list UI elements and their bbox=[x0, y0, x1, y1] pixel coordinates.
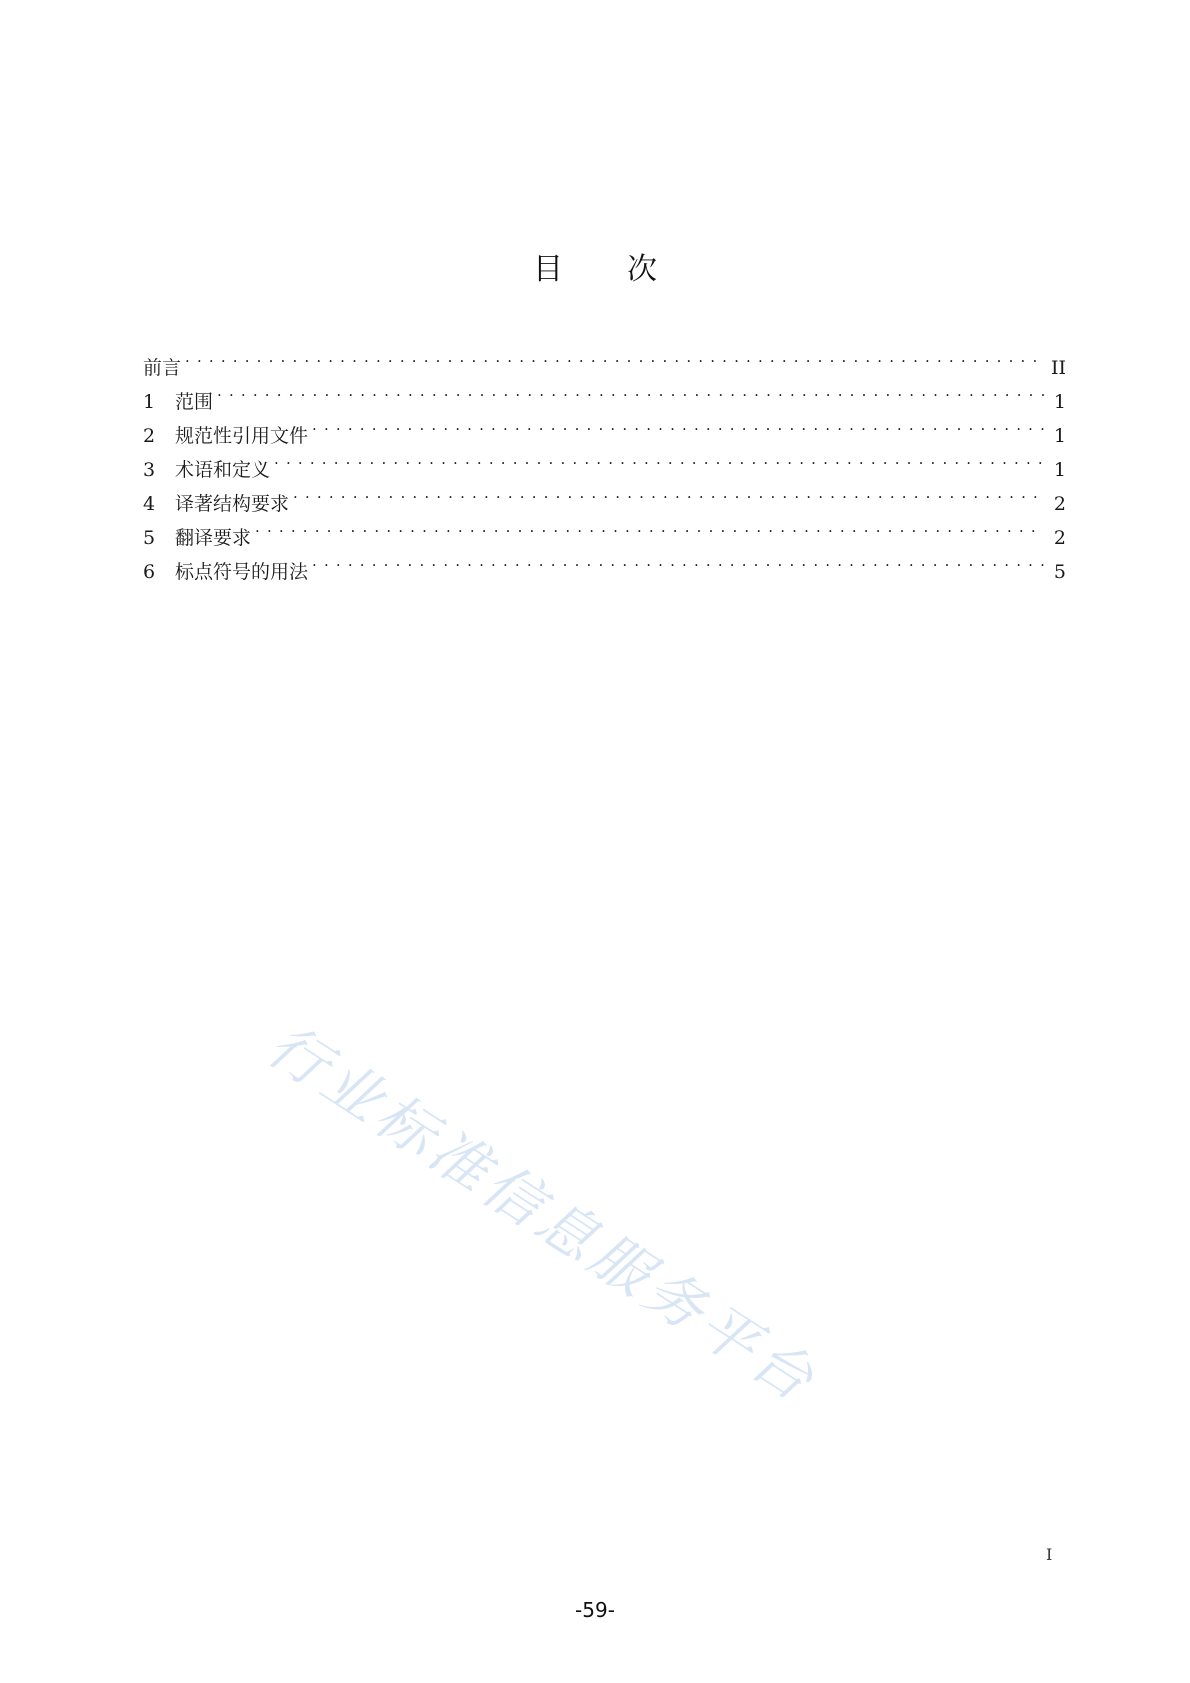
toc-entry-page: II bbox=[1050, 357, 1066, 379]
roman-page-number: I bbox=[1046, 1545, 1053, 1564]
toc-leader-dots bbox=[185, 340, 1043, 374]
toc-leader-dots bbox=[312, 544, 1044, 578]
toc-entry-number: 2 bbox=[143, 425, 156, 447]
toc-title-char-1: 目 bbox=[533, 252, 563, 287]
toc-entry-number: 5 bbox=[143, 527, 156, 549]
toc-list bbox=[143, 340, 1066, 583]
watermark: 行业标准信息服务平台 bbox=[255, 1010, 830, 1417]
toc-leader-dots bbox=[255, 510, 1044, 544]
toc-entry-label: 前言 bbox=[143, 357, 182, 379]
toc-title-char-2: 次 bbox=[627, 252, 657, 287]
toc-entry-label: 翻译要求 bbox=[175, 527, 252, 549]
toc-entry-page: 1 bbox=[1053, 459, 1066, 481]
toc-entry-number: 1 bbox=[143, 391, 156, 413]
toc-entry-1[interactable] bbox=[143, 374, 1066, 413]
toc-entry-number: 4 bbox=[143, 493, 156, 515]
toc-leader-dots bbox=[274, 442, 1044, 476]
toc-entry-label: 规范性引用文件 bbox=[175, 425, 309, 447]
toc-entry-label: 术语和定义 bbox=[175, 459, 271, 481]
toc-entry-page: 5 bbox=[1053, 561, 1066, 583]
toc-entry-page: 1 bbox=[1053, 391, 1066, 413]
toc-entry-label: 译著结构要求 bbox=[175, 493, 290, 515]
toc-entry-2[interactable] bbox=[143, 408, 1066, 447]
toc-entry-5[interactable] bbox=[143, 510, 1066, 549]
toc-entry-3[interactable] bbox=[143, 442, 1066, 481]
toc-title bbox=[0, 244, 1190, 288]
toc-leader-dots bbox=[217, 374, 1044, 408]
toc-entry-4[interactable] bbox=[143, 476, 1066, 515]
toc-entry-page: 1 bbox=[1053, 425, 1066, 447]
toc-leader-dots bbox=[293, 476, 1044, 510]
footer-page-number: -59- bbox=[575, 1598, 615, 1622]
toc-entry-page: 2 bbox=[1053, 493, 1066, 515]
toc-entry-number: 6 bbox=[143, 561, 156, 583]
toc-entry-label: 标点符号的用法 bbox=[175, 561, 309, 583]
toc-entry-page: 2 bbox=[1053, 527, 1066, 549]
toc-entry-6[interactable] bbox=[143, 544, 1066, 583]
toc-leader-dots bbox=[312, 408, 1044, 442]
toc-entry-preface[interactable] bbox=[143, 340, 1066, 379]
toc-entry-number: 3 bbox=[143, 459, 156, 481]
toc-entry-label: 范围 bbox=[175, 391, 214, 413]
